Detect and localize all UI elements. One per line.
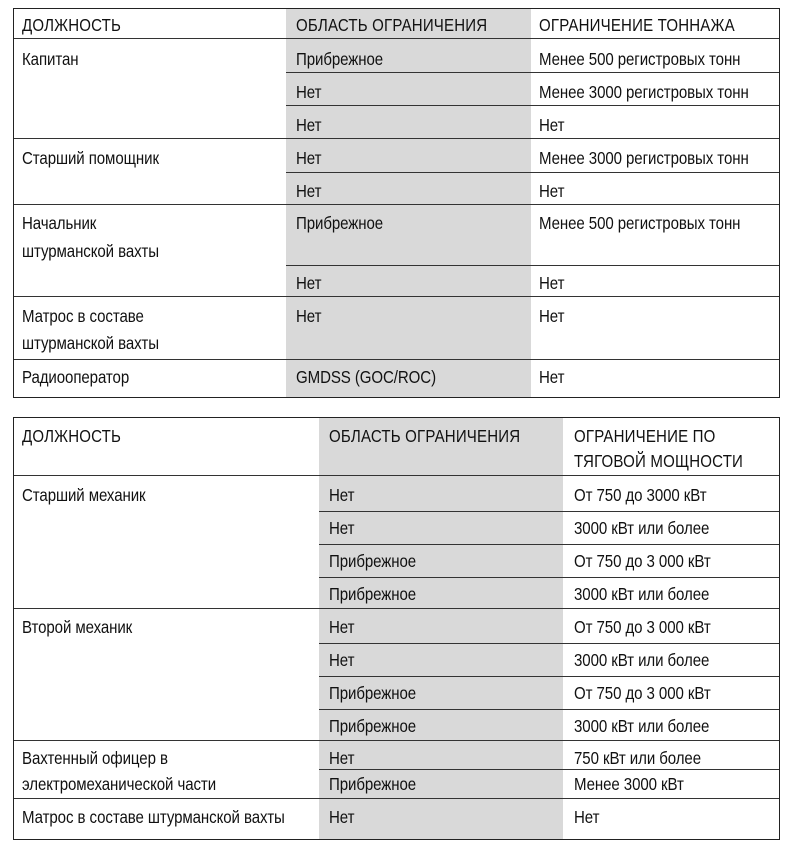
position-cell: Матрос в составе штурманской вахты bbox=[22, 807, 285, 827]
limit-cell: 3000 кВт или более bbox=[574, 584, 710, 604]
limit-cell: Нет bbox=[539, 273, 565, 293]
position-cell-line2: штурманской вахты bbox=[22, 333, 159, 353]
area-cell: Нет bbox=[329, 518, 355, 538]
position-cell: Матрос в составе bbox=[22, 306, 144, 326]
limit-cell: От 750 до 3000 кВт bbox=[574, 485, 707, 505]
row-divider bbox=[319, 511, 779, 512]
position-cell: Второй механик bbox=[22, 617, 133, 637]
limit-cell: 3000 кВт или более bbox=[574, 716, 710, 736]
position-cell: Вахтенный офицер в bbox=[22, 748, 168, 768]
limit-cell: 3000 кВт или более bbox=[574, 518, 710, 538]
area-cell: Нет bbox=[329, 485, 355, 505]
row-divider bbox=[319, 577, 779, 578]
group-divider bbox=[14, 296, 779, 297]
area-cell: Нет bbox=[329, 650, 355, 670]
limit-cell: Нет bbox=[539, 367, 565, 387]
header-limit: ОГРАНИЧЕНИЕ ПО bbox=[574, 426, 716, 446]
limit-cell: Нет bbox=[539, 181, 565, 201]
row-divider bbox=[319, 544, 779, 545]
row-divider bbox=[319, 643, 779, 644]
area-cell: Прибрежное bbox=[329, 551, 417, 571]
area-cell: Нет bbox=[329, 748, 355, 768]
limit-cell: Нет bbox=[574, 807, 600, 827]
limit-cell: От 750 до 3 000 кВт bbox=[574, 617, 711, 637]
header-position: ДОЛЖНОСТЬ bbox=[22, 426, 122, 446]
deck-positions-table bbox=[13, 8, 780, 398]
limit-cell: Менее 3000 регистровых тонн bbox=[539, 82, 749, 102]
row-divider bbox=[286, 105, 779, 106]
group-divider bbox=[14, 359, 779, 360]
header-limit-line2: ТЯГОВОЙ МОЩНОСТИ bbox=[574, 451, 744, 471]
area-cell: Прибрежное bbox=[296, 213, 384, 233]
area-cell: GMDSS (GOC/ROC) bbox=[296, 367, 437, 387]
row-divider bbox=[319, 676, 779, 677]
position-cell-line2: электромеханической части bbox=[22, 774, 217, 794]
area-cell: Нет bbox=[329, 807, 355, 827]
area-cell: Нет bbox=[296, 82, 322, 102]
group-divider bbox=[14, 138, 779, 139]
header-area: ОБЛАСТЬ ОГРАНИЧЕНИЯ bbox=[296, 15, 488, 35]
limit-cell: От 750 до 3 000 кВт bbox=[574, 551, 711, 571]
header-position: ДОЛЖНОСТЬ bbox=[22, 15, 122, 35]
group-divider bbox=[14, 608, 779, 609]
limit-cell: Менее 500 регистровых тонн bbox=[539, 213, 741, 233]
area-cell: Нет bbox=[296, 306, 322, 326]
limit-cell: Менее 500 регистровых тонн bbox=[539, 49, 741, 69]
area-cell: Нет bbox=[296, 148, 322, 168]
header-divider bbox=[14, 38, 779, 39]
header-divider bbox=[14, 475, 779, 476]
area-cell: Прибрежное bbox=[296, 49, 384, 69]
limit-cell: Менее 3000 регистровых тонн bbox=[539, 148, 749, 168]
area-cell: Нет bbox=[296, 115, 322, 135]
header-area: ОБЛАСТЬ ОГРАНИЧЕНИЯ bbox=[329, 426, 521, 446]
limit-cell: 3000 кВт или более bbox=[574, 650, 710, 670]
position-cell: Радиооператор bbox=[22, 367, 130, 387]
area-cell: Прибрежное bbox=[329, 584, 417, 604]
row-divider bbox=[286, 72, 779, 73]
engine-positions-table bbox=[13, 417, 780, 840]
position-cell: Капитан bbox=[22, 49, 79, 69]
area-cell: Нет bbox=[329, 617, 355, 637]
position-cell: Начальник bbox=[22, 213, 97, 233]
group-divider bbox=[14, 204, 779, 205]
group-divider bbox=[14, 798, 779, 799]
area-cell: Нет bbox=[296, 181, 322, 201]
row-divider bbox=[319, 769, 779, 770]
limit-cell: Нет bbox=[539, 306, 565, 326]
row-divider bbox=[286, 172, 779, 173]
area-cell: Нет bbox=[296, 273, 322, 293]
row-divider bbox=[319, 709, 779, 710]
limit-cell: 750 кВт или более bbox=[574, 748, 701, 768]
row-divider bbox=[286, 265, 779, 266]
position-cell: Старший механик bbox=[22, 485, 146, 505]
limit-cell: Нет bbox=[539, 115, 565, 135]
limit-cell: От 750 до 3 000 кВт bbox=[574, 683, 711, 703]
group-divider bbox=[14, 740, 779, 741]
area-cell: Прибрежное bbox=[329, 774, 417, 794]
position-cell: Старший помощник bbox=[22, 148, 159, 168]
position-cell-line2: штурманской вахты bbox=[22, 241, 159, 261]
area-cell: Прибрежное bbox=[329, 683, 417, 703]
limit-cell: Менее 3000 кВт bbox=[574, 774, 684, 794]
area-cell: Прибрежное bbox=[329, 716, 417, 736]
header-limit: ОГРАНИЧЕНИЕ ТОННАЖА bbox=[539, 15, 735, 35]
